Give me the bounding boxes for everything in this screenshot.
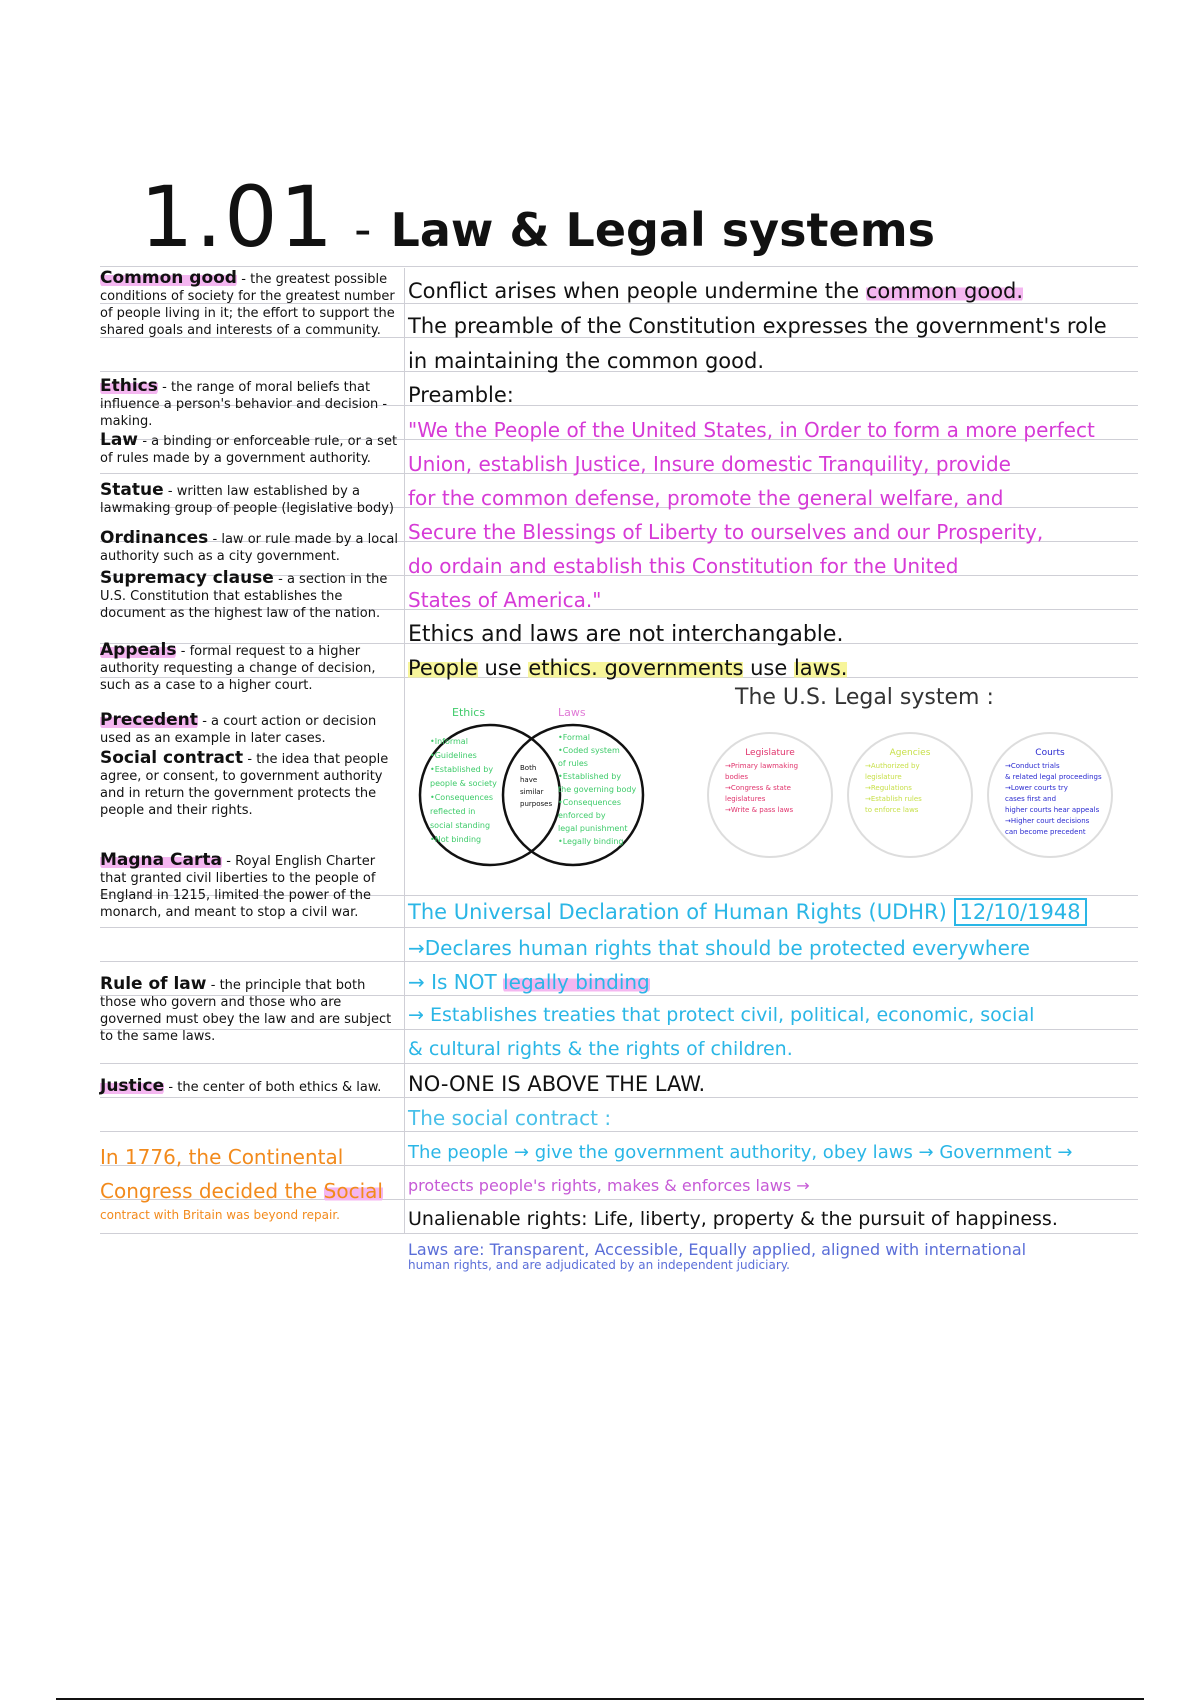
branches [725, 748, 1102, 836]
definition-magna-carta [100, 852, 400, 921]
side-note-line-2a: Congress decided the [100, 1179, 324, 1203]
venn-laws-item: the governing body [558, 785, 637, 794]
udhr-title [408, 900, 1087, 924]
no-one-above-law: NO-ONE IS ABOVE THE LAW. [408, 1072, 706, 1096]
legally-binding-highlight: legally binding [503, 970, 650, 994]
branch-item: cases first and [1005, 795, 1057, 803]
side-note-line-3: contract with Britain was beyond repair. [100, 1208, 340, 1222]
branch-item: legislature [865, 773, 902, 781]
ruled-line [100, 1233, 1138, 1234]
ruled-line [100, 961, 1138, 962]
side-note-line-2b: Social [323, 1179, 383, 1203]
venn-overlap-items [520, 764, 552, 808]
branch-name: Agencies [889, 748, 931, 758]
venn-laws-item: legal punishment [558, 824, 628, 833]
branch-item: bodies [725, 773, 749, 781]
branch-item: to enforce laws [865, 806, 919, 814]
venn-laws-item: •Legally binding [558, 837, 624, 846]
branch-item: →Lower courts try [1005, 784, 1068, 792]
definition-text: - the center of both ethics & law. [168, 1080, 382, 1095]
branch-item: →Primary lawmaking [725, 762, 799, 770]
definition-text: - the range of moral beliefs that influence a person's behavior and decision - making. [100, 380, 388, 429]
venn-ethics-item: •Established by [430, 765, 494, 774]
preamble-line: Union, establish Justice, Insure domestic Tranquility, provide [408, 452, 1011, 476]
term: Ordinances [100, 528, 209, 548]
branch-item: →Establish rules [865, 795, 922, 803]
branch-item: →Regulations [865, 784, 912, 792]
laws-are-1: Laws are: Transparent, Accessible, Equally applied, aligned with international [408, 1240, 1027, 1259]
venn-ethics-item: people & society [430, 779, 497, 788]
definition-text: - a court action or decision used as an example in later cases. [100, 714, 377, 746]
term: Magna Carta [100, 850, 222, 870]
branch-item: →Write & pass laws [725, 806, 794, 814]
legal-system-title: The U.S. Legal system : [735, 685, 994, 710]
venn-ethics-label: Ethics [452, 706, 486, 719]
udhr-point-2 [408, 970, 650, 994]
preamble-label: Preamble: [408, 383, 514, 407]
definition-supremacy-clause [100, 570, 400, 622]
ruled-line [100, 1063, 1138, 1064]
definition-text: - law or rule made by a local authority such as a city government. [100, 532, 398, 564]
legal-system-diagram [410, 700, 1150, 880]
governments-word: governments [597, 656, 744, 680]
definition-text: - the idea that people agree, or consent, to government authority and in return the government protects the people and their rights. [100, 752, 389, 818]
page-title [140, 168, 935, 266]
ruled-line [100, 1097, 1138, 1098]
preamble-line: do ordain and establish this Constitution for the United [408, 554, 959, 578]
branch-item: →Authorized by [865, 762, 920, 770]
branch-item: higher courts hear appeals [1005, 806, 1100, 814]
venn-ethics-item: •Consequences [430, 793, 493, 802]
definition-text: - a section in the U.S. Constitution that establishes the document as the highest law of the nation. [100, 572, 388, 621]
udhr-point-2a: → Is NOT [408, 970, 504, 994]
venn-ethics-items [430, 737, 497, 844]
definition-statue [100, 482, 400, 517]
venn-laws-item: of rules [558, 759, 588, 768]
definition-appeals [100, 642, 400, 694]
definition-social-contract [100, 750, 400, 819]
preamble-line: States of America." [408, 588, 602, 612]
definition-common-good [100, 270, 400, 339]
venn-laws-item: •Coded system [558, 746, 620, 755]
common-good-highlight: common good. [865, 279, 1024, 303]
branch-item: & related legal proceedings [1005, 773, 1102, 781]
social-contract-title: The social contract : [408, 1106, 612, 1130]
venn-ethics-item: •Not binding [430, 835, 482, 844]
venn-ethics-item: social standing [430, 821, 491, 830]
ethics-laws-line: Ethics and laws are not interchangable. [408, 622, 844, 647]
term: Appeals [100, 640, 177, 660]
term: Law [100, 430, 139, 450]
term: Ethics [100, 376, 158, 396]
definition-text: - a binding or enforceable rule, or a set of rules made by a government authority. [100, 434, 398, 466]
udhr-point-3: → Establishes treaties that protect civil, political, economic, social [408, 1004, 1035, 1026]
branch-item: →Higher court decisions [1005, 817, 1090, 825]
venn-laws-items [558, 733, 636, 846]
laws-are-2: human rights, and are adjudicated by an independent judiciary. [408, 1258, 790, 1272]
ruled-line [100, 266, 1138, 267]
venn-overlap-item: purposes [520, 800, 553, 808]
term: Precedent [100, 710, 198, 730]
conflict-line [408, 279, 1023, 303]
laws-word: laws. [793, 656, 848, 680]
people-use-line [408, 656, 847, 680]
venn-laws-label: Laws [558, 706, 586, 719]
definition-justice [100, 1078, 400, 1096]
definition-precedent [100, 712, 400, 747]
people-word: People [408, 656, 478, 680]
preamble-line: Secure the Blessings of Liberty to ourselves and our Prosperity, [408, 520, 1044, 544]
venn-ethics-item: •Informal [430, 737, 468, 746]
venn-ethics-item: reflected in [430, 807, 476, 816]
title-number: 1.01 [140, 168, 336, 266]
branch-item: →Conduct trials [1005, 762, 1060, 770]
side-note [100, 1140, 400, 1222]
title-text: Law & Legal systems [390, 203, 936, 257]
ethics-word: ethics. [528, 656, 598, 680]
side-note-line-1: In 1776, the Continental [100, 1145, 344, 1169]
term: Statue [100, 480, 164, 500]
definition-text: - the principle that both those who govern and those who are governed must obey the law and are subject to the same laws. [100, 978, 392, 1044]
preamble-intro-2: in maintaining the common good. [408, 349, 764, 373]
preamble-line: "We the People of the United States, in Order to form a more perfect [408, 418, 1095, 442]
use-word: use [477, 656, 529, 680]
ruled-line [100, 927, 1138, 928]
definition-text: - written law established by a lawmaking group of people (legislative body) [100, 484, 395, 516]
venn-laws-item: enforced by [558, 811, 606, 820]
preamble-line: for the common defense, promote the general welfare, and [408, 486, 1004, 510]
definition-text: - formal request to a higher authority requesting a change of decision, such as a case to a higher court. [100, 644, 376, 693]
social-contract-1: The people → give the government authority, obey laws → Government → [408, 1142, 1073, 1163]
venn-laws-item: •Established by [558, 772, 622, 781]
definition-ethics [100, 378, 400, 430]
definition-text: - Royal English Charter that granted civil liberties to the people of England in 1215, limited the power of the monarch, and meant to stop a civil war. [100, 854, 376, 920]
column-divider [404, 268, 405, 1233]
term: Supremacy clause [100, 568, 274, 588]
preamble-intro-1: The preamble of the Constitution expresses the government's role [408, 314, 1107, 338]
venn-overlap-item: Both [520, 764, 537, 772]
branch-item: →Congress & state [725, 784, 791, 792]
branch-item: can become precedent [1005, 828, 1086, 836]
term: Rule of law [100, 974, 207, 994]
title-dash: - [354, 202, 372, 258]
social-contract-2: protects people's rights, makes & enforces laws → [408, 1176, 810, 1195]
venn-overlap-item: similar [520, 788, 544, 796]
unalienable-rights: Unalienable rights: Life, liberty, property & the pursuit of happiness. [408, 1208, 1058, 1230]
udhr-title-text: The Universal Declaration of Human Rights (UDHR) [408, 900, 947, 924]
udhr-date: 12/10/1948 [954, 898, 1087, 926]
use-word: use [743, 656, 794, 680]
branch-name: Legislature [745, 748, 795, 758]
udhr-point-1: →Declares human rights that should be protected everywhere [408, 936, 1030, 960]
term: Social contract [100, 748, 244, 768]
venn-laws-item: •Formal [558, 733, 590, 742]
term: Justice [100, 1076, 165, 1096]
definition-text: - the greatest possible conditions of society for the greatest number of people living in it; the effort to support the shared goals and interests of a community. [100, 272, 395, 338]
venn-ethics-item: •Guidelines [430, 751, 477, 760]
term: Common good [100, 268, 237, 288]
branch-item: legislatures [725, 795, 766, 803]
definition-rule-of-law [100, 976, 400, 1045]
ruled-line [100, 1131, 1138, 1132]
venn-overlap-item: have [520, 776, 538, 784]
venn-laws-item: •Consequences [558, 798, 621, 807]
definition-law [100, 432, 400, 467]
definition-ordinances [100, 530, 400, 565]
branch-name: Courts [1035, 748, 1065, 758]
conflict-text: Conflict arises when people undermine the [408, 279, 866, 303]
udhr-point-4: & cultural rights & the rights of children. [408, 1038, 793, 1060]
